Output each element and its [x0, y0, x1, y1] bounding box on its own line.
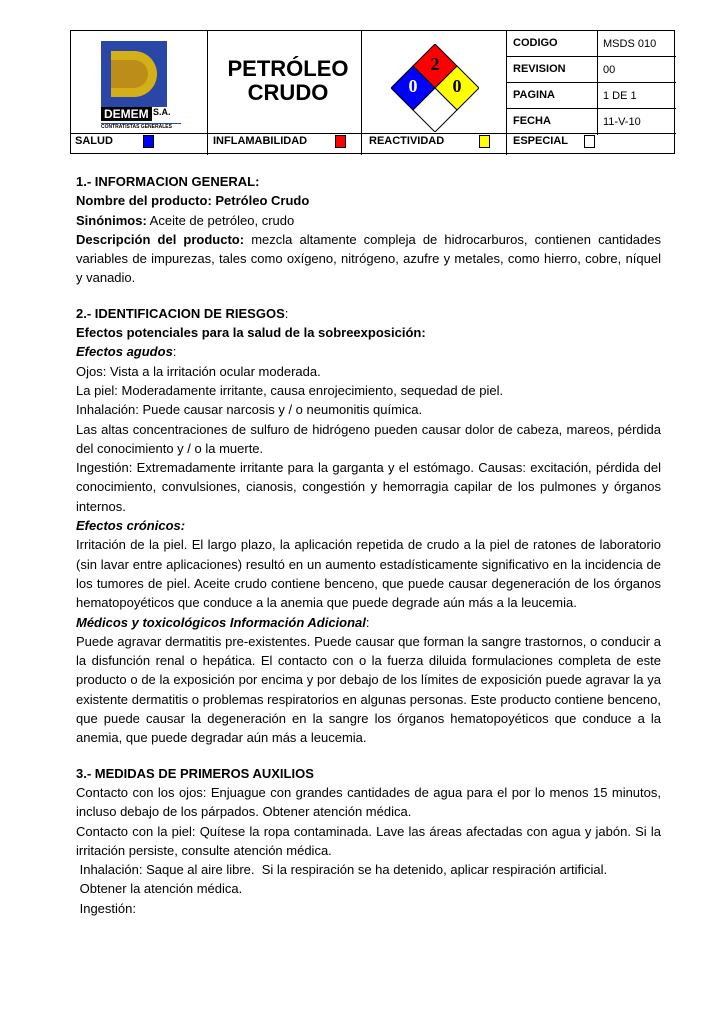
- hazard-label-salud: SALUD: [75, 135, 113, 147]
- description-paragraph: [76, 230, 661, 288]
- nfpa-reactivity: 0: [452, 76, 462, 96]
- section-2-subtitle: Efectos potenciales para la salud de la sobreexposición:: [76, 325, 426, 341]
- additional-text: Puede agravar dermatitis pre-existentes. Puede causar que forman la sangre trastornos, o conducir a la disfunción renal o hepática. El contacto con o la fuerza diluida formulaciones completa de este producto o de la exposición por encima y por debajo de los límites de exposición puede agravar la ya existente dermatitis o problemas respiratorios en algunas personas. Este producto contiene benceno, que puede causar la degeneración en la sangre los órganos hematopoyéticos que conduce a la anemia, que puede degradar aún más a leucemia.: [76, 633, 661, 746]
- additional-label: Médicos y toxicológicos Información Adicional: [76, 614, 366, 630]
- additional-suffix: :: [365, 614, 370, 630]
- document-body: [76, 172, 661, 918]
- meta-label-revision: REVISION: [513, 63, 566, 75]
- meta-label-pagina: PAGINA: [513, 89, 555, 101]
- logo-name: DEMEM: [101, 107, 152, 121]
- divider: [597, 31, 598, 135]
- title-line-1: PETRÓLEO: [227, 56, 349, 81]
- header-table: [70, 30, 675, 154]
- divider: [71, 133, 676, 134]
- divider: [506, 56, 676, 57]
- acute-line: Ingestión: Extremadamente irritante para la garganta y el estómago. Causas: excitación, pérdida del conocimiento, convulsiones, cianosis, congestión y hemorragia capilar de los pulmones y órganos internos.: [76, 460, 661, 514]
- logo-suffix: S.A.: [153, 107, 171, 117]
- synonyms-value: Aceite de petróleo, crudo: [146, 212, 295, 228]
- acute-line: Inhalación: Puede causar narcosis y / o neumonitis química.: [76, 402, 423, 418]
- nfpa-flammability: 2: [430, 54, 440, 74]
- divider: [506, 82, 676, 83]
- hazard-label-especial: ESPECIAL: [513, 135, 569, 147]
- description-label: Descripción del producto:: [76, 231, 245, 247]
- chronic-label: Efectos crónicos:: [76, 518, 186, 534]
- meta-label-fecha: FECHA: [513, 115, 551, 127]
- nfpa-diamond: [391, 44, 479, 132]
- document-title: [213, 57, 363, 105]
- health-color-swatch: [143, 135, 154, 148]
- divider: [506, 31, 507, 155]
- special-color-swatch: [584, 135, 595, 148]
- acute-label: Efectos agudos: [76, 344, 173, 360]
- meta-value-fecha: 11-V-10: [603, 116, 641, 128]
- logo-tagline: CONTRATISTAS GENERALES: [101, 123, 181, 130]
- acute-line: La piel: Moderadamente irritante, causa enrojecimiento, sequedad de piel.: [76, 382, 504, 398]
- hazard-label-inflamabilidad: INFLAMABILIDAD: [213, 135, 308, 147]
- product-name: Nombre del producto: Petróleo Crudo: [76, 193, 310, 209]
- divider: [207, 31, 208, 155]
- description-text: mezcla altamente compleja de hidrocarburos, contienen cantidades variables de impurezas, tales como oxígeno, nitrógeno, azufre y metales, como hierro, cobre, níquel y vanadio.: [76, 231, 661, 286]
- first-aid-line: Contacto con la piel: Quítese la ropa contaminada. Lave las áreas afectadas con agua y jabón. Si la irritación persiste, consulte atención médica.: [76, 823, 661, 858]
- section-1-title: 1.- INFORMACION GENERAL:: [76, 174, 260, 189]
- meta-value-pagina: 1 DE 1: [603, 90, 637, 102]
- meta-value-codigo: MSDS 010: [603, 38, 657, 50]
- company-logo: [101, 41, 189, 129]
- flammability-color-swatch: [335, 135, 346, 148]
- title-line-2: CRUDO: [247, 80, 329, 105]
- hazard-label-reactividad: REACTIVIDAD: [369, 135, 445, 147]
- reactivity-color-swatch: [479, 135, 490, 148]
- section-3-title: 3.- MEDIDAS DE PRIMEROS AUXILIOS: [76, 765, 314, 781]
- first-aid-line: Contacto con los ojos: Enjuague con grandes cantidades de agua para el por lo menos 15 minutos, incluso debajo de los párpados. Obtener atención médica.: [76, 784, 661, 820]
- section-2-title-suffix: :: [284, 305, 289, 321]
- divider: [506, 108, 676, 109]
- first-aid-line: Inhalación: Saque al aire libre. Si la respiración se ha detenido, aplicar respiración artificial.: [76, 862, 608, 878]
- acute-line: Ojos: Vista a la irritación ocular moderada.: [76, 363, 321, 379]
- first-aid-line: Ingestión:: [76, 900, 136, 916]
- additional-heading: [76, 613, 661, 632]
- meta-value-revision: 00: [603, 64, 616, 76]
- chronic-text: Irritación de la piel. El largo plazo, la aplicación repetida de crudo a la piel de ratones de laboratorio (sin lavar entre aplicaciones) resultó en un aumento estadísticamente significativo en la incidencia de los tumores de piel. Aceite crudo contiene benceno, que puede causar degeneración de los órganos hematopoyéticos que conduce a la anemia que puede degrade aún más a la leucemia.: [76, 537, 661, 611]
- nfpa-health: 0: [408, 76, 418, 96]
- meta-label-codigo: CODIGO: [513, 37, 558, 49]
- section-2-title: 2.- IDENTIFICACION DE RIESGOS: [76, 305, 285, 321]
- synonyms-label: Sinónimos:: [76, 212, 147, 228]
- logo-d-mark: [111, 51, 157, 97]
- acute-suffix: :: [172, 344, 177, 360]
- first-aid-line: Obtener la atención médica.: [76, 881, 243, 897]
- section-2-title-line: [76, 304, 661, 323]
- acute-line: Las altas concentraciones de sulfuro de hidrógeno pueden causar dolor de cabeza, mareos, pérdida del conocimiento y / o la muerte.: [76, 421, 661, 456]
- acute-heading: [76, 342, 661, 361]
- synonyms-line: [76, 211, 661, 230]
